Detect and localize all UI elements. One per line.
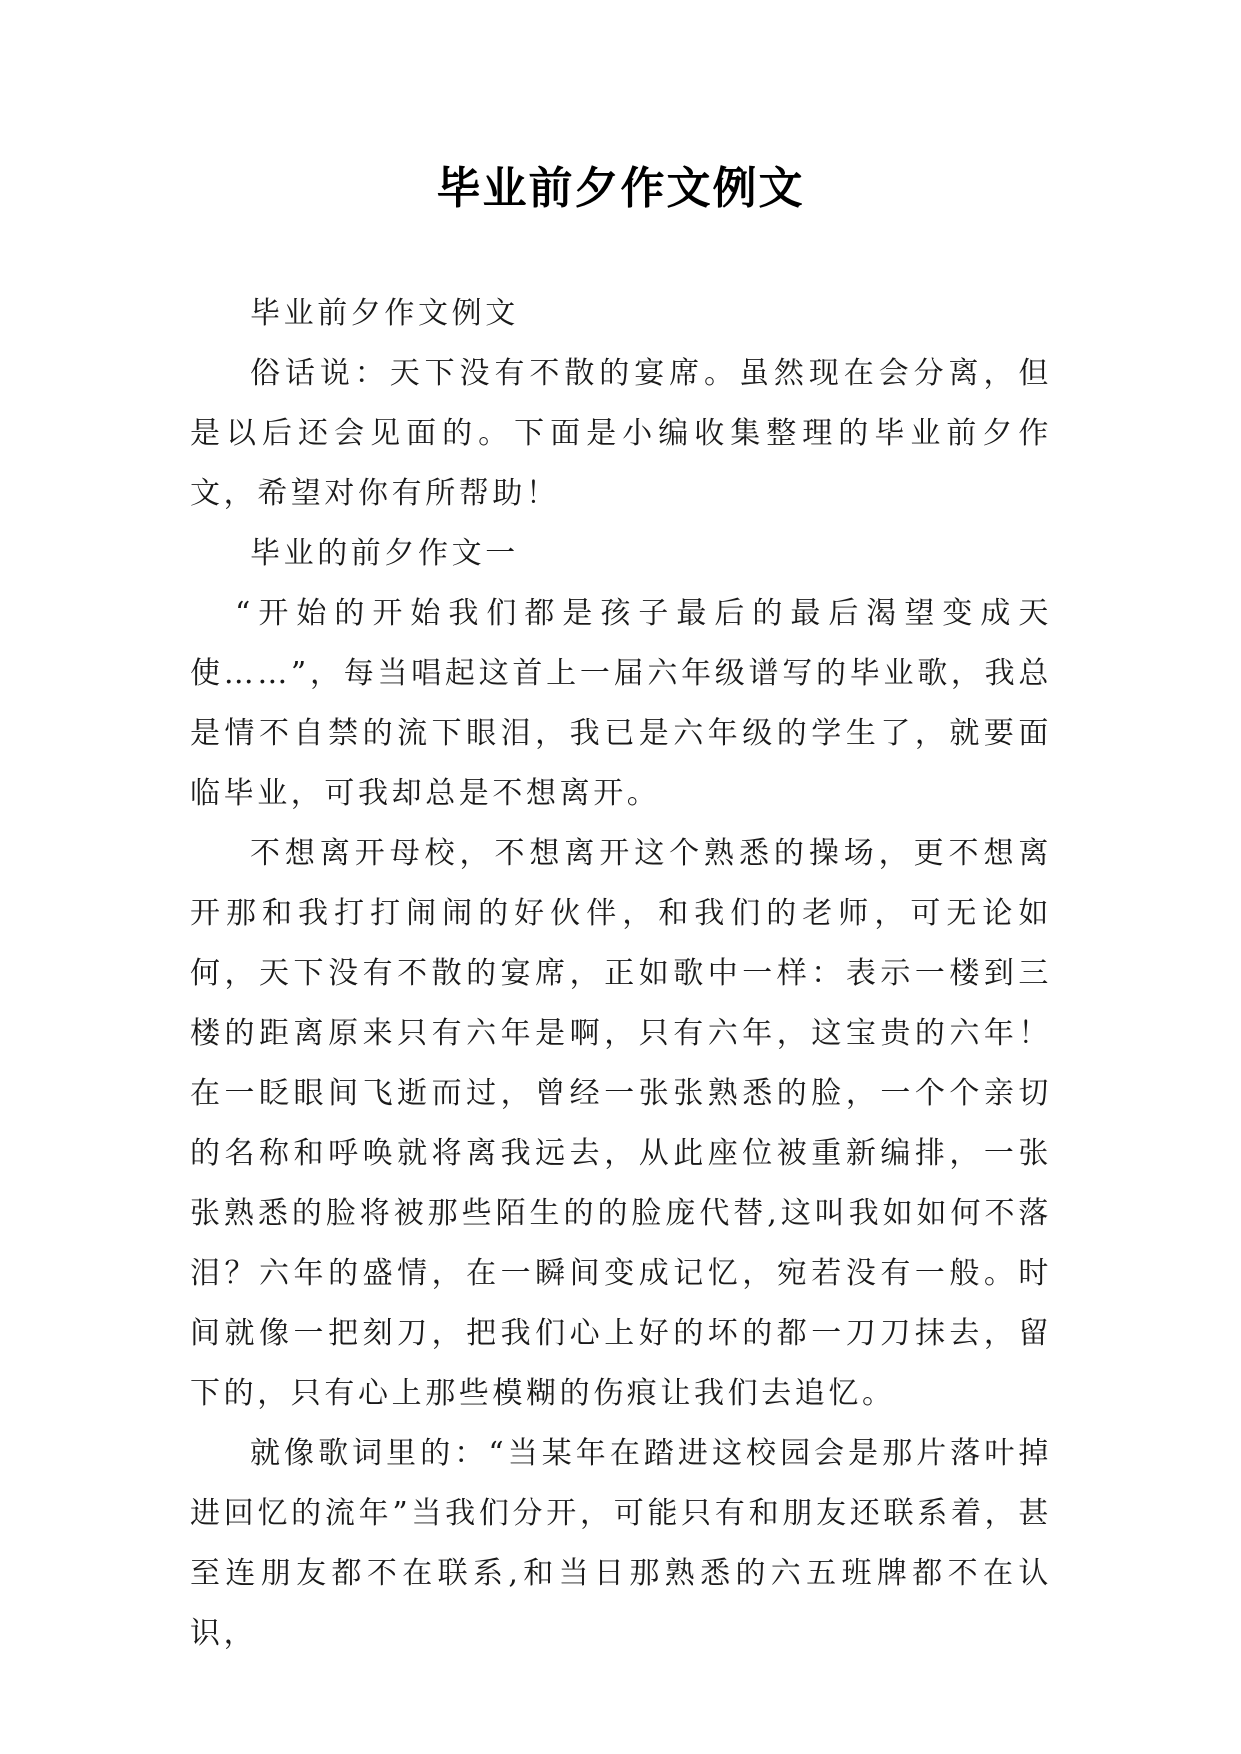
document-title: 毕业前夕作文例文: [436, 163, 805, 214]
paragraph-farewell: 不想离开母校，不想离开这个熟悉的操场，更不想离开那和我打打闹闹的好伙伴，和我们的老师，可无论如何，天下没有不散的宴席，正如歌中一样：表示一楼到三楼的距离原来只有六年是啊，只有六年，这宝贵的六年！在一眨眼间飞逝而过，曾经一张张熟悉的脸，一个个亲切的名称和呼唤就将离我远去，从此座位被重新编排，一张张熟悉的脸将被那些陌生的的脸庞代替,这叫我如如何不落泪？六年的盛情，在一瞬间变成记忆，宛若没有一般。时间就像一把刻刀，把我们心上好的坏的都一刀刀抹去，留下的，只有心上那些模糊的伤痕让我们去追忆。: [190, 836, 1052, 1411]
paragraph-intro: 俗话说：天下没有不散的宴席。虽然现在会分离，但是以后还会见面的。下面是小编收集整理的毕业前夕作文，希望对你有所帮助！: [190, 356, 1052, 511]
paragraph-section-heading: 毕业的前夕作文一: [250, 536, 519, 571]
paragraph-lyrics: “开始的开始我们都是孩子最后的最后渴望变成天使……”，每当唱起这首上一届六年级谱写的毕业歌，我总是情不自禁的流下眼泪，我已是六年级的学生了，就要面临毕业，可我却总是不想离开。: [190, 596, 1052, 811]
paragraph-memories: 就像歌词里的：“当某年在踏进这校园会是那片落叶掉进回忆的流年”当我们分开，可能只有和朋友还联系着，甚至连朋友都不在联系,和当日那熟悉的六五班牌都不在认识，: [190, 1436, 1052, 1651]
document-body: [190, 284, 1052, 1664]
paragraph-subtitle: 毕业前夕作文例文: [250, 296, 519, 331]
